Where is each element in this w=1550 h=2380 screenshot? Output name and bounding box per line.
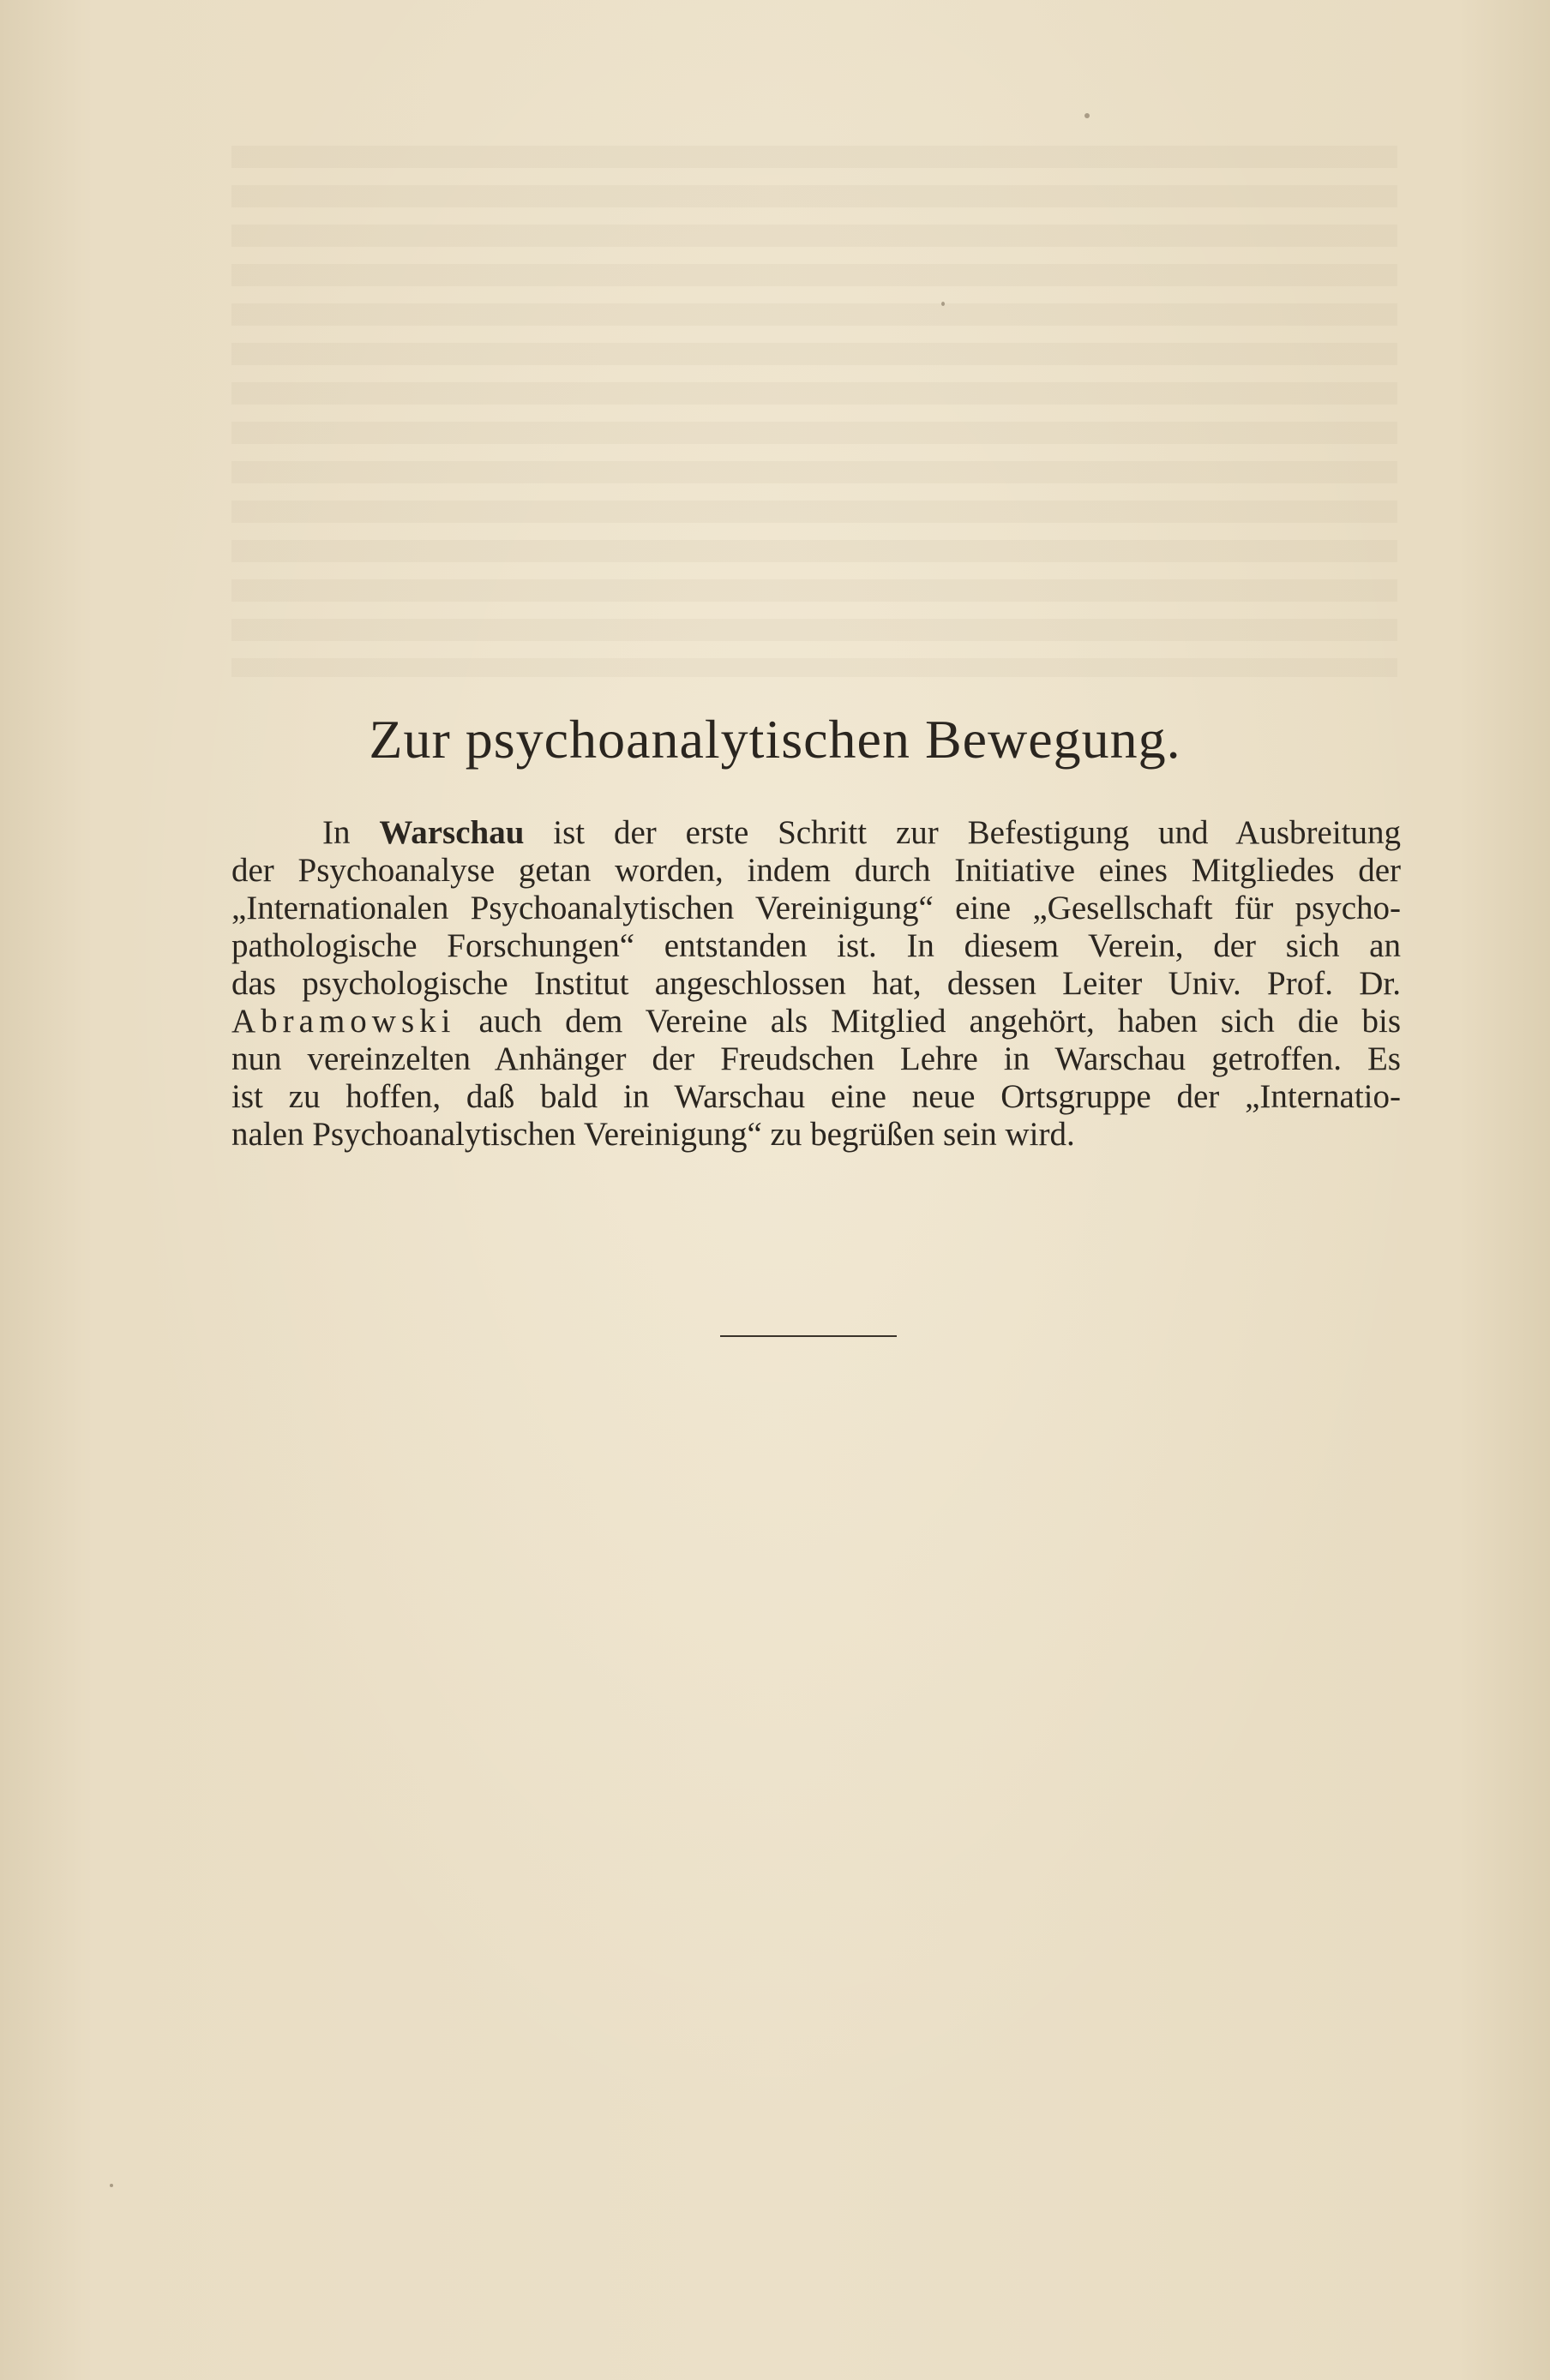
paragraph-line-1: [231, 814, 1401, 852]
paragraph-line-4: pathologische Forschungen“ entstanden ist. In diesem Verein, der sich an: [231, 927, 1401, 964]
text-run: ist der erste Schritt zur Befestigung und Ausbreitung: [524, 814, 1401, 851]
person-name-spaced: Abramowski: [231, 1003, 456, 1040]
paragraph-line-2: der Psychoanalyse getan worden, indem durch Initiative eines Mitgliedes der: [231, 852, 1401, 889]
paragraph-line-5: das psychologische Institut angeschlossen hat, dessen Leiter Univ. Prof. Dr.: [231, 965, 1401, 1002]
paragraph-line-8: ist zu hoffen, daß bald in Warschau eine neue Ortsgruppe der „Internatio-: [231, 1078, 1401, 1115]
text-run: auch dem Vereine als Mitglied angehört, haben sich die bis: [455, 1003, 1401, 1040]
paper-speck: [1084, 113, 1090, 118]
bleed-through-texture: [231, 146, 1397, 677]
paragraph-line-6: [231, 1003, 1401, 1040]
paragraph-line-7: nun vereinzelten Anhänger der Freudschen Lehre in Warschau getroffen. Es: [231, 1040, 1401, 1077]
article-title: Zur psychoanalytischen Bewegung.: [369, 709, 1181, 770]
paper-speck: [941, 302, 945, 306]
paragraph-line-9: nalen Psychoanalytischen Vereinigung“ zu begrüßen sein wird.: [231, 1116, 1075, 1153]
text-run: In: [322, 814, 380, 851]
paper-speck: [110, 2184, 113, 2187]
section-divider: [720, 1335, 897, 1337]
place-name-bold: Warschau: [379, 814, 525, 851]
paragraph-line-3: „Internationalen Psychoanalytischen Vereinigung“ eine „Gesellschaft für psycho-: [231, 890, 1401, 926]
article-paragraph: [231, 814, 1401, 1154]
